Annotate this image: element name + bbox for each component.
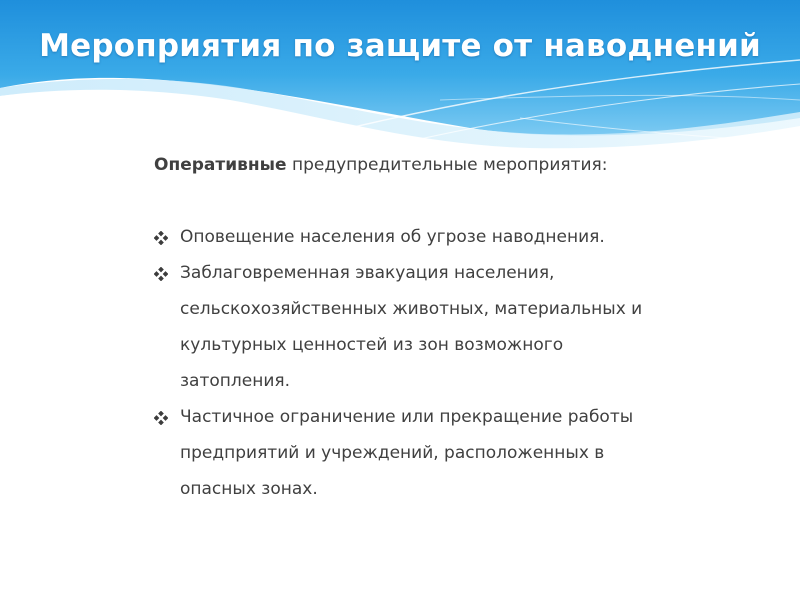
intro-bold-text: Оперативные [154, 155, 287, 175]
list-item-text: Частичное ограничение или прекращение работы предприятий и учреждений, расположенных в опасных зонах. [180, 407, 634, 499]
diamond-bullet-icon [154, 231, 168, 245]
list-item [154, 219, 654, 255]
list-item [154, 255, 654, 399]
diamond-bullet-icon [154, 411, 168, 425]
intro-paragraph [154, 147, 654, 183]
intro-text: предупредительные мероприятия: [286, 155, 608, 175]
list-item-text: Оповещение населения об угрозе наводнения. [180, 227, 605, 247]
measures-list [154, 219, 654, 507]
list-item [154, 399, 654, 507]
diamond-bullet-icon [154, 267, 168, 281]
slide-content [154, 147, 654, 507]
list-item-text: Заблаговременная эвакуация населения, сельскохозяйственных животных, материальных и культурных ценностей из зон возможного затопления. [180, 263, 643, 391]
slide-title: Мероприятия по защите от наводнений [39, 28, 761, 64]
